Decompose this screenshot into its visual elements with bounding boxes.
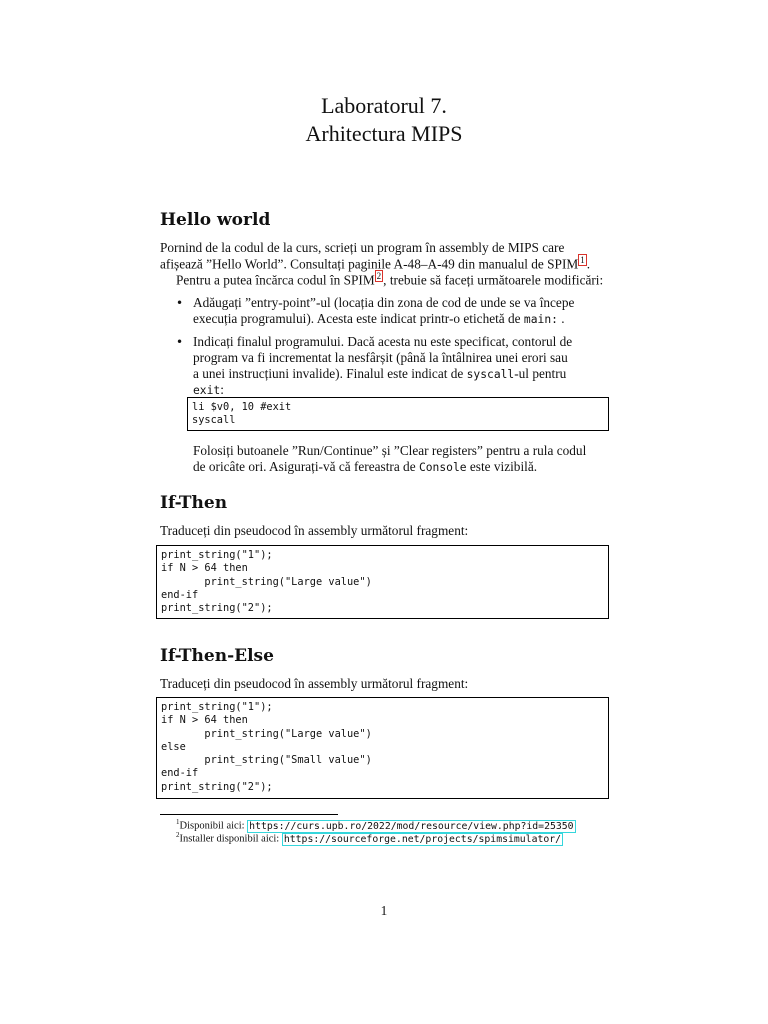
paragraph-line	[193, 459, 537, 476]
inline-code: syscall	[466, 368, 515, 381]
paragraph-line: Traduceți din pseudocod în assembly următorul fragment:	[160, 523, 469, 538]
paragraph-text: este vizibilă.	[466, 459, 538, 474]
bullet-text: a unei instrucțiuni invalide). Finalul este indicat de	[193, 366, 467, 381]
footnote-ref-link[interactable]: 1	[580, 255, 585, 265]
code-block-if-then-else: print_string("1"); if N > 64 then print_string("Large value") else print_string("Small value") end-if print_string("2");	[156, 697, 609, 799]
section-title-if-then: If-Then	[160, 493, 228, 513]
page-number: 1	[380, 903, 388, 918]
inline-code: main:	[523, 313, 558, 326]
bullet-line: Adăugați ”entry-point”-ul (locația din zona de cod de unde se va începe	[193, 295, 575, 310]
paragraph-text: de oricâte ori. Asigurați-vă că fereastra de	[193, 459, 419, 474]
inline-code: Console	[418, 461, 467, 474]
paragraph-line: Traduceți din pseudocod în assembly următorul fragment:	[160, 676, 469, 691]
paragraph-line: Folosiți butoanele ”Run/Continue” și ”Clear registers” pentru a rula codul	[193, 443, 587, 458]
code-block-if-then: print_string("1"); if N > 64 then print_string("Large value") end-if print_string("2");	[156, 545, 609, 619]
footnote-text: Disponibil aici:	[179, 820, 248, 832]
bullet-line: Indicați finalul programului. Dacă acesta nu este specificat, contorul de	[193, 334, 573, 349]
code-block-exit: li $v0, 10 #exit syscall	[187, 397, 609, 431]
bullet-line	[193, 366, 566, 383]
footnote-rule	[160, 814, 338, 815]
inline-code: exit	[193, 384, 221, 397]
section-title-hello-world: Hello world	[160, 210, 271, 230]
paragraph-line	[176, 272, 603, 288]
footnote-link[interactable]: https://sourceforge.net/projects/spimsimulator/	[283, 833, 562, 845]
footnote-ref-link[interactable]: 2	[376, 271, 382, 281]
bullet-text: :	[220, 382, 224, 397]
footnote-link[interactable]: https://curs.upb.ro/2022/mod/resource/view.php?id=25350	[249, 820, 574, 832]
bullet-line	[193, 311, 565, 328]
paragraph-text: .	[586, 256, 591, 272]
bullet-text: -ul pentru	[514, 366, 567, 381]
paragraph-text: Pentru a putea încărca codul în SPIM	[176, 272, 375, 288]
bullet-icon: •	[176, 335, 184, 349]
footnote-text: Installer disponibil aici:	[179, 833, 282, 845]
bullet-text: execuția programului). Acesta este indicat printr-o etichetă de	[193, 311, 521, 326]
document-title-line2: Arhitectura MIPS	[305, 121, 463, 146]
paragraph-text: afișează ”Hello World”. Consultați paginile A-48–A-49 din manualul de SPIM	[160, 256, 579, 272]
paragraph-text: , trebuie să faceți următoarele modificări:	[383, 272, 604, 288]
bullet-icon: •	[176, 296, 184, 310]
footnote-2	[176, 829, 563, 846]
document-title-line1: Laboratorul 7.	[321, 93, 447, 118]
footnote-mark: 2	[176, 831, 180, 839]
paragraph-line: Pornind de la codul de la curs, scrieți un program în assembly de MIPS care	[160, 240, 565, 255]
bullet-line: program va fi incrementat la nesfârșit (până la întâlnirea unei erori sau	[193, 350, 568, 365]
section-title-if-then-else: If-Then-Else	[160, 646, 274, 666]
bullet-text: .	[557, 311, 565, 326]
footnote-mark: 1	[176, 818, 180, 826]
